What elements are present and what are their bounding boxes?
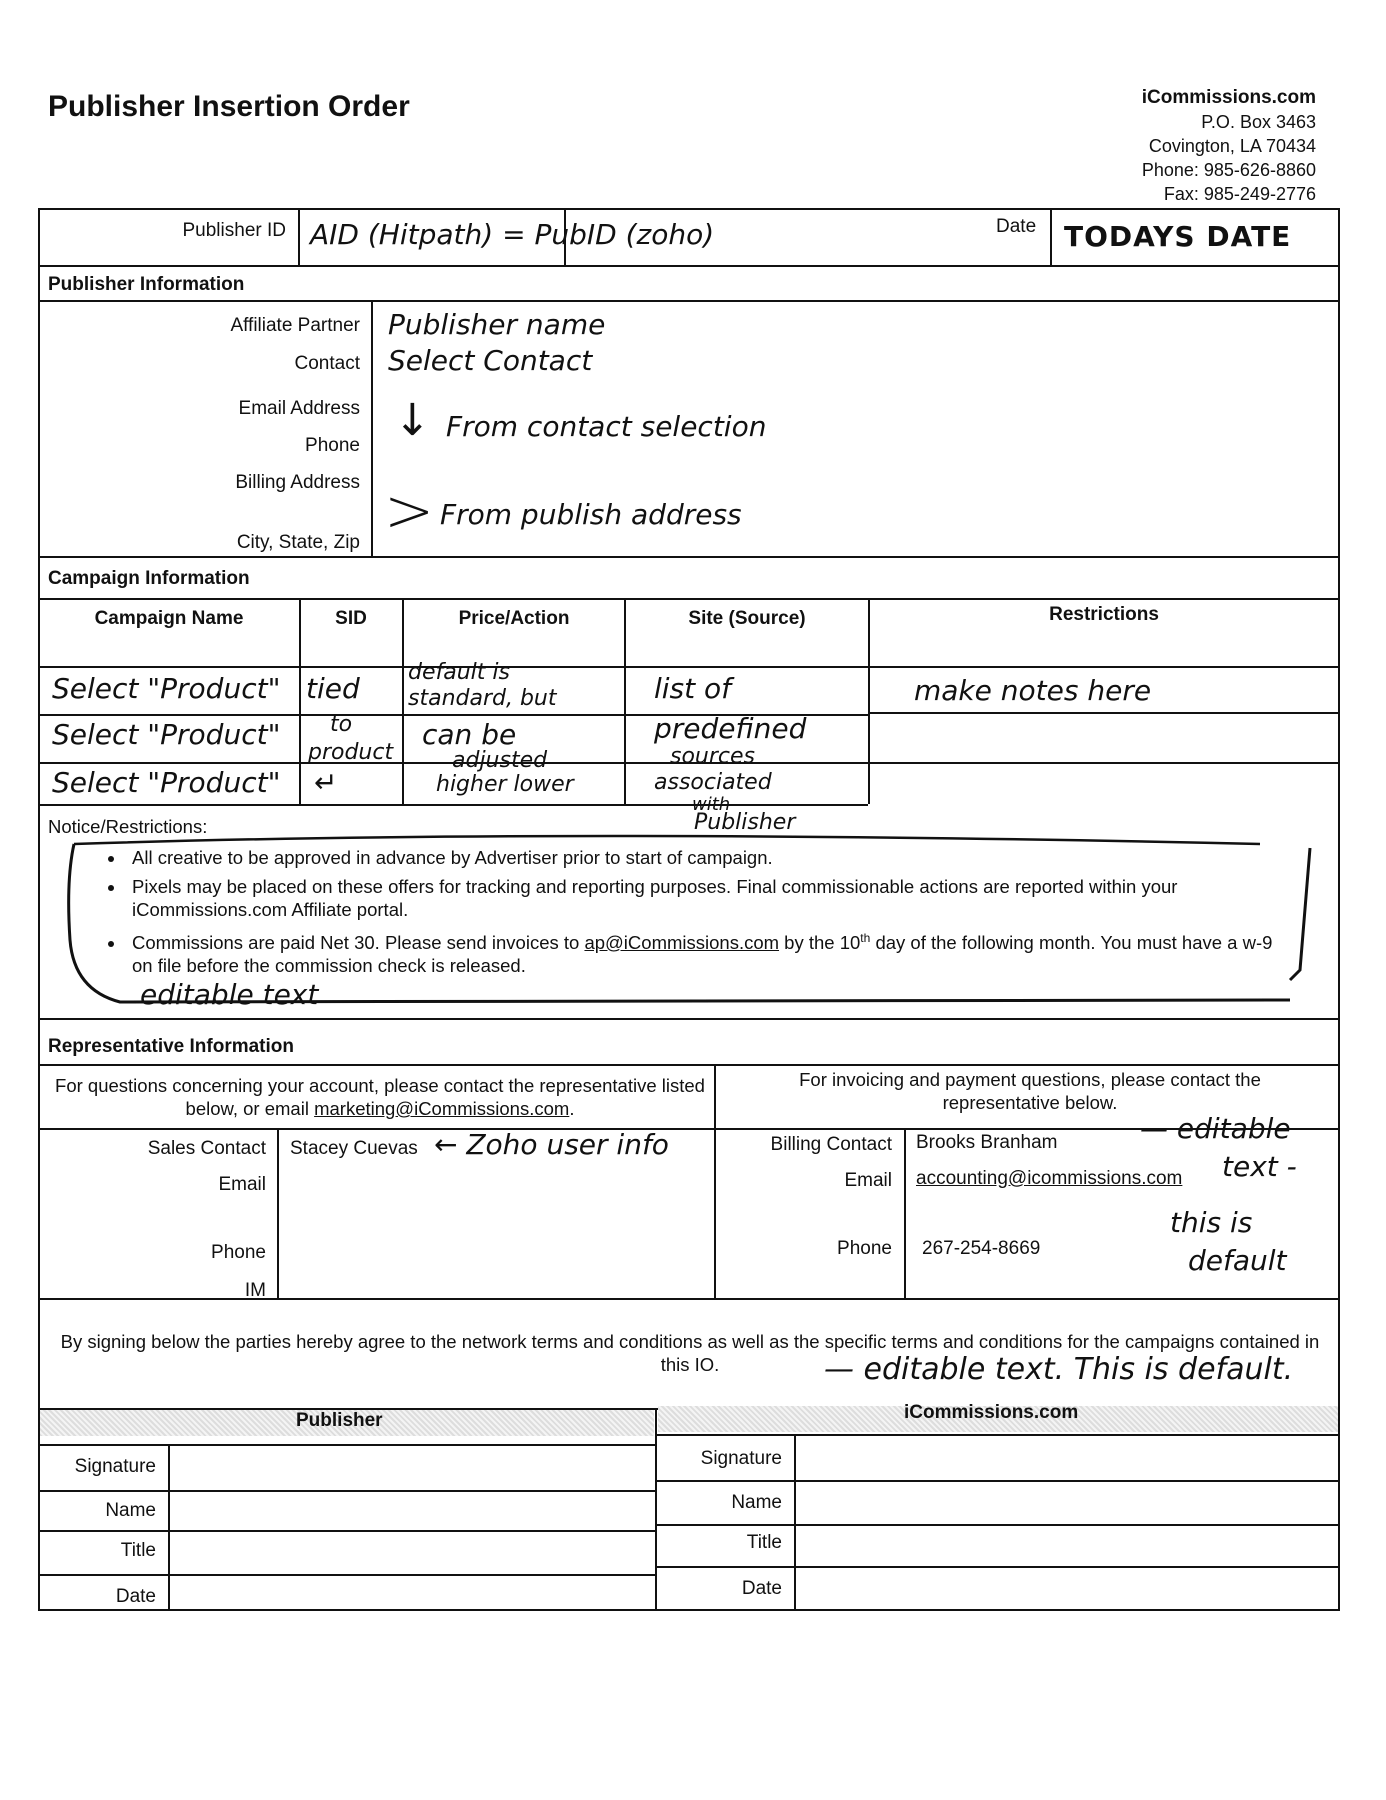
notice-item-3-text-b: by the 10 <box>784 932 861 954</box>
col-price-action: Price/Action <box>458 608 570 629</box>
col-campaign-name: Campaign Name <box>94 608 244 629</box>
billing-contact-value[interactable]: Brooks Branham <box>916 1132 1058 1153</box>
site-note-3: sources <box>670 744 756 769</box>
publisher-info-heading: Publisher Information <box>48 274 245 295</box>
company-name: iCommissions.com <box>1141 87 1316 108</box>
sid-note-3: product <box>308 740 394 765</box>
price-note-2: standard, but <box>408 686 557 711</box>
editable-default-note-4: default <box>1188 1244 1287 1277</box>
contact-field[interactable]: Select Contact <box>388 344 593 377</box>
editable-default-note-2: text - <box>1222 1150 1297 1183</box>
notice-item-3-text-c: day of the following month. You must have a w-9 on file before the commission check is released. <box>132 932 1273 977</box>
rep-info-heading: Representative Information <box>48 1036 294 1057</box>
ic-signature-field[interactable] <box>796 1436 1338 1478</box>
company-address <box>1142 86 1316 206</box>
billing-contact-label: Billing Contact <box>770 1134 892 1155</box>
company-fax: Fax: 985-249-2776 <box>1163 184 1316 204</box>
affiliate-partner-label: Affiliate Partner <box>230 315 360 336</box>
date-field[interactable]: TODAYS DATE <box>1064 220 1292 253</box>
rep-left-note <box>50 1074 710 1120</box>
campaign-info-heading: Campaign Information <box>48 568 250 589</box>
col-site-source: Site (Source) <box>688 608 806 629</box>
ic-date-label: Date <box>741 1578 782 1599</box>
pub-name-field[interactable] <box>170 1492 654 1528</box>
billing-address-label: Billing Address <box>235 472 360 493</box>
ic-signature-label: Signature <box>700 1448 782 1469</box>
billing-email-link[interactable]: accounting@icommissions.com <box>916 1168 1183 1189</box>
billing-email-label: Email <box>844 1170 892 1191</box>
col-restrictions: Restrictions <box>1049 604 1159 625</box>
phone-label: Phone <box>305 435 360 456</box>
rep-left-note-end: . <box>569 1098 575 1119</box>
col-sid: SID <box>335 608 367 629</box>
email-address-label: Email Address <box>238 398 360 419</box>
notice-item-3-text: Commissions are paid Net 30. Please send invoices to <box>132 932 580 954</box>
campaign-row-2[interactable]: Select "Product" <box>52 718 281 751</box>
bracket-icon: > <box>384 476 435 546</box>
from-contact-note: From contact selection <box>446 410 767 443</box>
arrow-down-icon: ↓ <box>394 395 431 446</box>
notice-ordinal: th <box>860 931 871 945</box>
price-note-1: default is <box>408 660 510 685</box>
sales-contact-label: Sales Contact <box>147 1138 266 1159</box>
sales-contact-value[interactable]: Stacey Cuevas <box>290 1138 418 1159</box>
publisher-id-label: Publisher ID <box>182 220 286 241</box>
ic-date-field[interactable] <box>796 1568 1338 1610</box>
campaign-row-3[interactable]: Select "Product" <box>52 766 281 799</box>
billing-phone-label: Phone <box>837 1238 892 1259</box>
notice-item-1: • All creative to be approved in advance by Advertiser prior to start of campaign. <box>126 846 1296 869</box>
pub-date-label: Date <box>115 1586 156 1607</box>
notice-label: Notice/Restrictions: <box>48 816 208 837</box>
notice-list <box>96 846 1296 983</box>
return-arrow-icon: ↵ <box>314 766 338 799</box>
campaign-row-1[interactable]: Select "Product" <box>52 672 281 705</box>
pub-signature-label: Signature <box>74 1456 156 1477</box>
pub-title-label: Title <box>120 1540 156 1561</box>
pub-title-field[interactable] <box>170 1532 654 1572</box>
ic-name-field[interactable] <box>796 1482 1338 1522</box>
date-label: Date <box>996 216 1037 237</box>
site-note-4: associated <box>654 770 772 795</box>
price-note-5: higher lower <box>436 772 574 797</box>
company-phone: Phone: 985-626-8860 <box>1141 160 1316 180</box>
sid-note-1: tied <box>306 672 360 705</box>
pub-name-label: Name <box>105 1500 156 1521</box>
pub-date-field[interactable] <box>170 1576 654 1610</box>
sales-phone-label: Phone <box>211 1242 266 1263</box>
publisher-id-field[interactable]: AID (Hitpath) = PubID (zoho) <box>310 218 715 251</box>
billing-phone-value[interactable]: 267-254-8669 <box>922 1238 1041 1259</box>
ic-title-field[interactable] <box>796 1526 1338 1564</box>
site-note-1: list of <box>654 672 732 705</box>
ic-name-label: Name <box>731 1492 782 1513</box>
ap-email-link[interactable]: ap@iCommissions.com <box>584 932 780 954</box>
affiliate-partner-field[interactable]: Publisher name <box>388 308 606 341</box>
icommissions-signature-heading: iCommissions.com <box>904 1402 1079 1423</box>
price-note-4: adjusted <box>452 748 548 773</box>
editable-text-note: editable text <box>140 978 319 1011</box>
agreement-text: By signing below the parties hereby agree to the network terms and conditions as well as the specific terms and conditions for the campaigns contained in this IO. <box>60 1331 1320 1375</box>
price-note-3: can be <box>422 718 517 751</box>
site-note-5: with <box>692 794 731 815</box>
sales-im-label: IM <box>244 1280 266 1301</box>
sales-email-label: Email <box>218 1174 266 1195</box>
site-note-2: predefined <box>654 712 807 745</box>
marketing-email-link[interactable]: marketing@iCommissions.com <box>314 1098 570 1119</box>
editable-default-note-1: — editable <box>1140 1112 1291 1145</box>
page-title: Publisher Insertion Order <box>48 90 410 123</box>
notice-item-2: • Pixels may be placed on these offers for tracking and reporting purposes. Final commissionable actions are reported within your iCommissions.com Affiliate portal. <box>126 875 1296 921</box>
editable-default-note-3: this is <box>1170 1206 1253 1239</box>
from-address-note: From publish address <box>440 498 742 531</box>
site-note-6: Publisher <box>694 810 796 835</box>
po-box: P.O. Box 3463 <box>1201 112 1316 132</box>
notice-item-3 <box>126 927 1296 977</box>
publisher-signature-heading: Publisher <box>296 1410 383 1431</box>
zoho-user-note: ← Zoho user info <box>434 1128 669 1161</box>
agreement-default-note: — editable text. This is default. <box>824 1352 1294 1387</box>
company-city: Covington, LA 70434 <box>1148 136 1316 156</box>
ic-title-label: Title <box>746 1532 782 1553</box>
city-state-zip-label: City, State, Zip <box>236 532 360 553</box>
restrictions-note[interactable]: make notes here <box>914 674 1152 707</box>
sid-note-2: to <box>330 712 353 737</box>
pub-signature-field[interactable] <box>170 1446 654 1488</box>
contact-label: Contact <box>294 353 360 374</box>
rep-left-note-text: For questions concerning your account, please contact the representative listed below, or email <box>55 1075 705 1119</box>
rep-right-note: For invoicing and payment questions, please contact the representative below. <box>799 1069 1261 1113</box>
